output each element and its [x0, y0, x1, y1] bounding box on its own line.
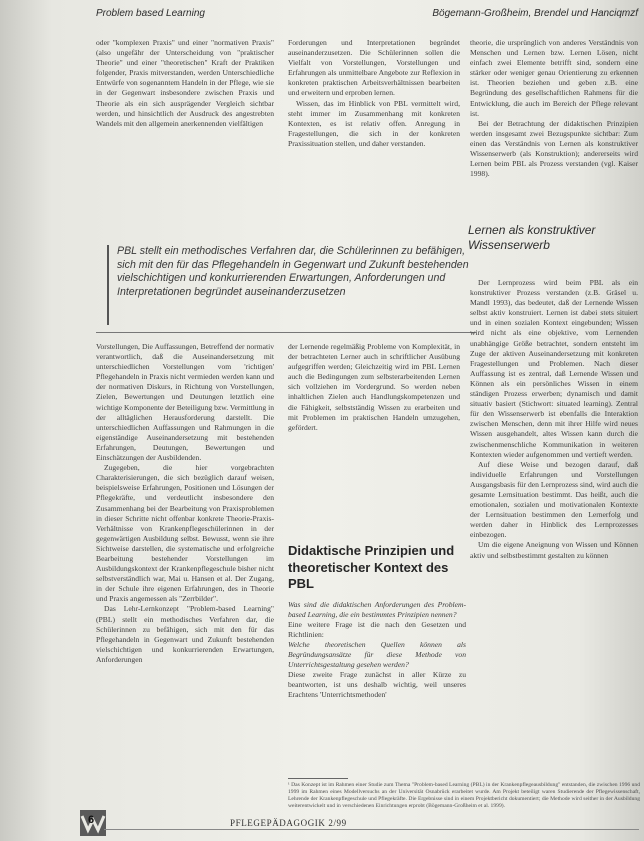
column-2-top	[288, 38, 460, 234]
paragraph: Das Lehr-Lernkonzept "Problem-based Learning" (PBL) stellt ein methodisches Verfahren dar, die Schülerinnen zu befähigen, sich mit den für das Pflegehandeln in Gegenwart und Zukunft bestehenden vielschichtigen und konkurrierenden Erwartungen, Anforderungen	[96, 604, 274, 664]
divider	[96, 332, 476, 333]
paragraph: Eine weitere Frage ist die nach den Gesetzen und Richtlinien:	[288, 620, 466, 639]
paragraph: Wissen, das im Hinblick von PBL vermittelt wird, steht immer im Zusammenhang mit konkreten Kontexten, es ist relativ offen. Anregung in Fragestellungen, die sich in der konkreten Praxissituation stellen, und daher verstanden.	[288, 98, 460, 148]
column-1-bottom	[96, 342, 274, 804]
paragraph: Forderungen und Interpretationen begründet auseinanderzusetzen. Die Schülerinnen sollen die Vielfalt von Vorstellungen, Vorstellungen und Erfahrungen als unmittelbare Angebote zur Reflexion in konkreten praktischen Arbeitsverhältnissen bearbeiten und erweitern und erproben lernen.	[288, 38, 460, 98]
question-block	[288, 600, 466, 700]
paragraph: Vorstellungen, Die Auffassungen, Betreffend der normativ verantwortlich, daß die Auseinandersetzung mit unterschiedlichen Vorstellungen vom 'richtigen' Pflegehandeln in Praxis nicht vermieden werden kann und der normativen Diskurs, in Richtung von Vorstellungen, Zielen, Bewertungen und Deutungen letztlich eine wichtige Komponente der Beteiligung bzw. Vermittlung in der alltäglichen Herausforderung darstellt. Die unterschiedlichen Auffassungen und Rahmungen in die eigenständige Auseinandersetzung mit bestehenden Erfahrungen, Deutungen, Bewertungen und Einschätzungen der Ausbildenden.	[96, 342, 274, 463]
paragraph: Bei der Betrachtung der didaktischen Prinzipien werden insgesamt zwei Bezugspunkte sichtbar: Zum einen das Verständnis von Lernen als konstruktiver Wissenserwerb (als Konstruktion); andererseits wird Lernen beim PBL als Prozess verstanden (vgl. Kaiser 1998).	[470, 118, 638, 179]
footnote: ¹ Das Konzept ist im Rahmen einer Studie zum Thema "Problem-based Learning (PBL) in der Krankenpflegeausbildung" entstanden, die zwischen 1996 und 1999 im Rahmen eines Modellversuchs an der Universität Osnabrück erarbeitet wurde. Am Projekt beteiligt waren Studierende der Pflegewissenschaft, Lehrende der Krankenpflegeschule und Pflegekräfte. Die Ergebnisse sind in einem Projektbericht dokumentiert; die Methode wird seither in der Ausbildung weiterentwickelt und in verschiedenen Einrichtungen erprobt (Bögemann-Großheim et al. 1999).	[288, 782, 640, 809]
paragraph: Um die eigene Aneignung von Wissen und Können aktiv und selbstbestimmt gestalten zu können	[470, 540, 638, 560]
paragraph: Zugegeben, die hier vorgebrachten Charakterisierungen, die sich bezüglich darauf weisen, beispielsweise Erfahrungen, Positionen und Lösungen der Pflegekräfte, und verdeutlicht insbesondere den Zusammenhang bei der Bearbeitung von Praxisproblemen in dieser Schritte nicht offenbar konkrete Theorie-Praxis-Verhältnisse von Krankenpflegeschülerinnen in der gegenwärtigen Ausbildung selbst. Bewusst, wenn sie ihre Sichtweise darstellen, die systematische und erfolgreiche Bearbeitung bestehender Vorstellungen im Ausbildungskontext der Krankenpflegeschule bisher nicht selbstverständlich war, Mai u. Hansen et al. Der Zugang, in der Schule ihre eigenen Erfahrungen, des in Theorie und Praxis angemessen als "Zerrbilder".	[96, 463, 274, 604]
paragraph: theorie, die ursprünglich von anderes Verständnis von Menschen und Lernen bzw. Lernen Lösen, nicht einfach zwei Elemente betrifft sind, sondern eine stärker oder weniger genau Orientierung zu erkennen ist. Theorien beziehen und geben z.B. eine Begründung des gesellschaftlichen Rahmens für die Entwicklung, die auch im Bereich der Pflege relevant ist.	[470, 38, 638, 118]
running-head-right: Bögemann-Großheim, Brendel und Hanciqmzf	[432, 8, 638, 19]
journal-name: PFLEGEPÄDAGOGIK 2/99	[230, 818, 347, 828]
column-2-bottom	[288, 342, 460, 532]
paragraph: Auf diese Weise und bezogen darauf, daß individuelle Erfahrungen und Vorstellungen Ausgangsbasis für den Lernprozess sind, wird auch die gesamte Lernsituation bestimmt. Das heißt, auch die emotionalen, sozialen und motivationalen Kontexte der Lernsituation bestimmen den Lernerfolg und werden daher in Hinblick des Lernprozesses einbezogen.	[470, 459, 638, 540]
column-1-top	[96, 38, 274, 234]
pull-quote: PBL stellt ein methodisches Verfahren dar, die Schülerinnen zu befähigen, sich mit den für das Pflegehandeln in Gegenwart und Zukunft bestehenden vielschichtigen und konkurrierenden Erwartungen, Anforderungen und Interpretationen begründet auseinanderzusetzen	[107, 245, 475, 325]
column-3-top	[470, 38, 638, 220]
question: Was sind die didaktischen Anforderungen des Problem-based Learning, die ein bestimmtes Prinzipien nennen?	[288, 600, 466, 619]
footnote-rule	[288, 778, 348, 779]
section-heading: Didaktische Prinzipien und theoretischer Kontext des PBL	[288, 543, 455, 591]
paragraph: Diese zweite Frage zunächst in aller Kürze zu beantworten, ist uns deshalb wichtig, weil unseres Erachtens 'Unterrichtsmethoden'	[288, 670, 466, 699]
paragraph: der Lernende regelmäßig Probleme von Komplexität, in der betrachteten Lerner auch in schriftlicher Ausübung aufgegriffen werden; Gleichzeitig wird im PBL Lernen auch die Bedingungen zum selbsterarbeitenden Lernen sich vollziehen im Vordergrund. So werden neben inhaltlichen Zielen auch Handlungskompetenzen und die Fähigkeit, selbstständig Wissen zu erarbeiten und mit Problemen im praktischen Handeln umzugehen, gefördert.	[288, 342, 460, 432]
footer-rule	[104, 829, 639, 830]
paragraph: oder "komplexen Praxis" und einer "normativen Praxis" (also ungefähr der Unterscheidung von "praktischer Theorie" und einer "theoretischen" Kraft der Praktiken folgender, Praxis mitverstanden, werden Unterschiedliche Entwürfe von sogenanntem Handeln in der Pflege, wie sie in der Gegenwart insbesondere zwischen Praxis und Theorie als ein sich ausprägender Vergleich sichtbar werden, und hinsichtlich der Ausdruck des angestrebten Wandels mit den allgemein anerkennenden vielfältigen	[96, 38, 274, 128]
running-head-left: Problem based Learning	[96, 8, 205, 19]
page-number: 6	[88, 814, 95, 826]
question: Welche theoretischen Quellen können als Begründungsansätze für diese Methode von Unterrichtsgestaltung gesehen werden?	[288, 640, 466, 669]
section-heading-side: Lernen als konstruktiver Wissenserwerb	[468, 223, 596, 252]
column-3-bottom	[470, 278, 638, 774]
paragraph: Der Lernprozess wird beim PBL als ein konstruktiver Prozess verstanden (z.B. Gräsel u. Mandl 1993), das bedeutet, daß der Lernende Wissen selbst aktiv konstruiert. Lernen ist dabei stets situiert und in einen sozialen Kontext eingebunden; Wissen wird nicht als eine objektive, vom Lernenden unabhängige Größe betrachtet, sondern entsteht im Zuge der aktiven Auseinandersetzung mit konkreten Fragestellungen und Problemen. Nach dieser Auffassung ist es zentral, daß Lernende Wissen und Können als ein persönliches Wissen in einem ständigen Prozess erwerben; dynamisch und damit situativ basiert (Stichwort: situated learning). Zentral für den Wissenserwerb ist ebenfalls die Interaktion zwischen Menschen, denn mit ihrer Hilfe wird neues Wissen ausgehandelt, altes Wissen kann durch die zwischenmenschliche Kommunikation in weiteren Kontexten wieder aufgenommen und vertieft werden.	[470, 278, 638, 459]
